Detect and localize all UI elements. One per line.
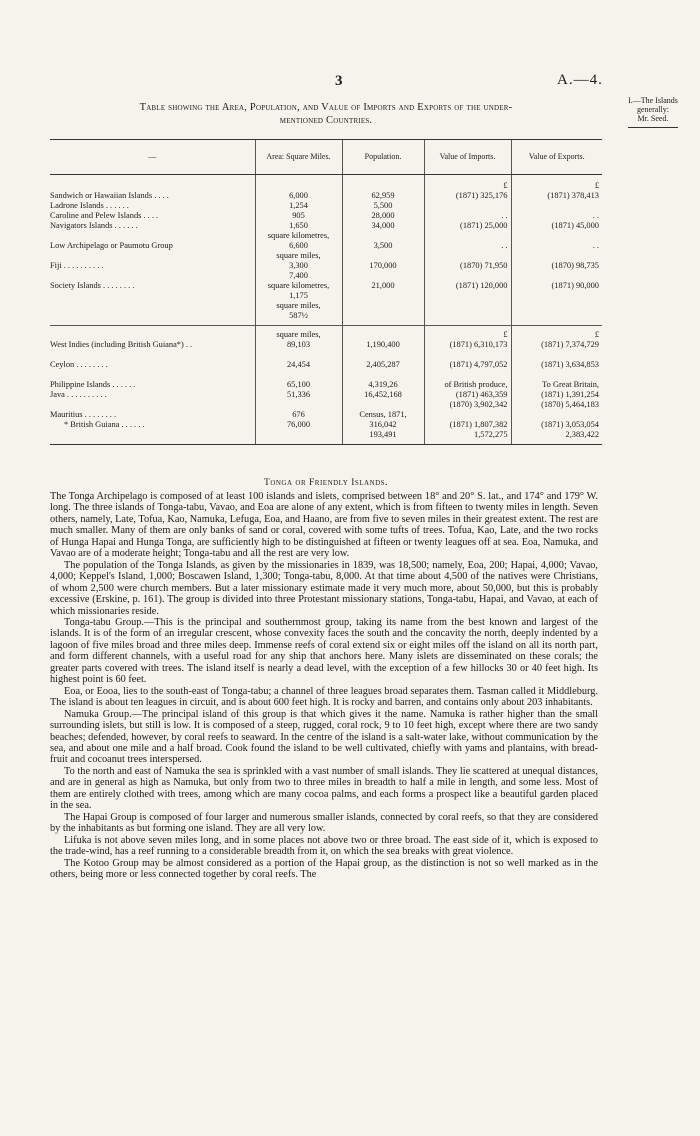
country-name: West Indies (including British Guiana*) . . <box>50 340 193 349</box>
side-note-rule <box>628 127 678 128</box>
country-name: Navigators Islands . . . . . . <box>50 221 138 230</box>
population-value: 62,959 <box>371 191 395 200</box>
country-name: Fiji . . . . . . . . . . <box>50 261 104 270</box>
country-name <box>50 370 252 380</box>
area-value: 1,175 <box>289 291 308 300</box>
population-value: 21,000 <box>371 281 395 290</box>
area-value: 1,254 <box>289 201 308 210</box>
paragraph: The Hapai Group is composed of four larger and numerous smaller islands, connected by coral reefs, so that they are considered by the inhabitants as but forming one island. They are all very low. <box>50 811 598 835</box>
population-value <box>346 231 421 241</box>
country-name <box>50 400 252 410</box>
table-title-line: Table showing the Area, Population, and Value of Imports and Exports of the under- <box>139 102 513 113</box>
page-number: 3 <box>335 73 343 89</box>
area-value: 1,650 <box>289 221 308 230</box>
area-value: 6,600 <box>289 241 308 250</box>
area-value: 76,000 <box>286 420 311 429</box>
population-value <box>346 370 421 380</box>
imports-value: (1871) 4,797,052 <box>449 360 508 369</box>
area-value: 6,000 <box>289 191 308 200</box>
population-cell <box>342 175 424 326</box>
exports-value: (1870) 5,464,183 <box>541 400 599 409</box>
paragraph: The population of the Tonga Islands, as given by the missionaries in 1839, was 18,500; namely, Eoa, 200; Hapai, 4,000; Vavao, 4,000; Keppel's Island, 1,000; Boscawen Island, 1,300; Tonga-tabu, 8,000. At that time about 4,500 of the natives were Christians, of whom 2,500 were church members. But a later missionary estimate made it very much more, about 50,000, but this is probably excessive (Erskine, p. 161). The group is divided into three Protestant missionary stations, Tonga-tabu, Hapai, and Vavao, at each of which missionaries reside. <box>50 559 598 617</box>
population-value <box>346 291 421 301</box>
country-name <box>50 251 252 261</box>
exports-value <box>515 350 600 360</box>
imports-value: . . <box>501 241 508 250</box>
population-value: 34,000 <box>371 221 395 230</box>
column-header: — <box>50 140 255 175</box>
table-title-line: mentioned Countries. <box>279 115 373 126</box>
imports-value: of British produce, <box>444 380 508 389</box>
population-value <box>346 330 421 340</box>
population-value: 2,405,287 <box>366 360 400 369</box>
paragraph: Lifuka is not above seven miles long, and in some places not above two or three broad. The east side of it, which is exposed to the trade-wind, has a reef running to a considerable breadth from it, on which the sea breaks with great violence. <box>50 834 598 858</box>
side-note-line: I.—The Islands <box>628 96 678 105</box>
side-note <box>611 96 695 128</box>
side-note-line: Mr. Seed. <box>637 114 669 123</box>
paragraph: To the north and east of Namuka the sea is sprinkled with a vast number of small islands. They lie scattered at unequal distances, and are in general as high as Namuka, but only from two to three miles in breadth to half a mile in length, and some less. Most of them are entirely clothed with trees, among which are many cocoa palms, and each forms a prospect like a beautiful garden placed in the sea. <box>50 765 598 812</box>
population-value <box>346 271 421 281</box>
population-value <box>346 350 421 360</box>
paragraph: Namuka Group.—The principal island of this group is that which gives it the name. Namuka is rather higher than the small surrounding islets, but still is low. It is composed of a steep, rugged, coral rock, 9 to 10 feet high, except where there are two sandy beaches; defended, however, by coral reefs to seaward. In the centre of the island is a salt-water lake, without communication by the sea, and about one mile and a half broad. Cook found the island to be well cultivated, chiefly with yams and plantains, with bread-fruit and cocoanut trees interspersed. <box>50 708 598 766</box>
area-value: 676 <box>292 410 305 419</box>
exports-value: To Great Britain, <box>542 380 599 389</box>
area-cell <box>255 175 342 326</box>
population-value: 28,000 <box>371 211 395 220</box>
population-cell <box>342 326 424 445</box>
area-value <box>259 370 339 380</box>
table-block-pacific <box>50 175 602 326</box>
column-header: Value of Imports. <box>424 140 511 175</box>
imports-value: (1871) 325,176 <box>455 191 508 200</box>
imports-value: (1870) 71,950 <box>460 261 508 270</box>
country-name: Low Archipelago or Paumotu Group <box>50 241 173 250</box>
country-name: Ceylon . . . . . . . . <box>50 360 108 369</box>
country-name: Java . . . . . . . . . . <box>50 390 107 399</box>
exports-value: (1871) 7,374,729 <box>541 340 599 349</box>
table-header-row <box>50 140 602 175</box>
imports-value <box>428 271 508 281</box>
exports-value: (1870) 98,735 <box>551 261 599 270</box>
paragraph: The Tonga Archipelago is composed of at least 100 islands and islets, comprised between 18° and 20° S. lat., and 174° and 179° W. long. The three islands of Tonga-tabu, Vavao, and Eoa are alone of any extent, which is from fifteen to twenty miles in length. Seven others, namely, Late, Tofua, Kao, Namuka, Lefuga, Eoa, and Haano, are from five to seven miles in their greatest extent. The rest are much smaller. Many of them are only banks of sand or coral, covered with some tufts of trees. Tofua, Kao, Late, and the two rocks of Hunga Hapai and Hunga Tonga, are sufficiently high to be distinguished at fifteen or twenty leagues off at sea. Eoa, Namuka, and Vavao are of a moderate height; Tonga-tabu and all the rest are very low. <box>50 491 598 560</box>
area-value: 3,300 <box>289 261 308 270</box>
imports-value: . . <box>501 211 508 220</box>
table-title <box>50 101 602 127</box>
exports-value <box>515 271 600 281</box>
area-value: square miles, <box>276 301 321 310</box>
section-title: Tonga or Friendly Islands. <box>264 478 388 488</box>
country-names-cell <box>50 326 255 445</box>
imports-value: (1871) 463,359 <box>455 390 508 399</box>
area-value: square miles, <box>276 330 321 339</box>
country-names-cell <box>50 175 255 326</box>
column-header: Value of Exports. <box>511 140 602 175</box>
imports-value <box>428 201 508 211</box>
imports-value: 1,572,275 <box>474 430 508 439</box>
column-header: Population. <box>342 140 424 175</box>
imports-value <box>428 410 508 420</box>
table-block-other <box>50 326 602 445</box>
imports-value: (1871) 1,807,382 <box>449 420 508 429</box>
exports-value: (1871) 3,053,054 <box>541 420 599 429</box>
population-value <box>346 251 421 261</box>
paragraph: The Kotoo Group may be almost considered as a portion of the Hapai group, as the distinction is not so well marked as in the others, being more or less connected together by coral reefs. The <box>50 857 598 880</box>
imports-value <box>428 370 508 380</box>
imports-value: £ <box>503 181 508 190</box>
document-reference: A.—4. <box>557 72 603 88</box>
population-value: 1,190,400 <box>366 340 400 349</box>
exports-value <box>515 251 600 261</box>
imports-value: (1870) 3,902,342 <box>449 400 508 409</box>
population-value: 3,500 <box>373 241 393 250</box>
exports-value: . . <box>592 241 599 250</box>
imports-cell <box>424 326 511 445</box>
exports-value: (1871) 3,634,853 <box>541 360 599 369</box>
imports-value: (1871) 120,000 <box>455 281 508 290</box>
body-text <box>50 491 598 880</box>
area-value: 65,100 <box>286 380 311 389</box>
column-header: Area: Square Miles. <box>255 140 342 175</box>
country-name: Society Islands . . . . . . . . <box>50 281 135 290</box>
exports-value: (1871) 90,000 <box>551 281 599 290</box>
area-value: square miles, <box>276 251 321 260</box>
imports-value <box>428 251 508 261</box>
population-value: 170,000 <box>369 261 397 270</box>
area-value: square kilometres, <box>267 281 330 290</box>
country-name <box>50 291 252 301</box>
country-name: Mauritius . . . . . . . . <box>50 410 117 419</box>
imports-cell <box>424 175 511 326</box>
country-name <box>50 271 252 281</box>
population-value <box>346 400 421 410</box>
exports-value: £ <box>594 181 599 190</box>
country-name: * British Guiana . . . . . . <box>64 420 145 429</box>
population-value: 193,491 <box>369 430 397 439</box>
imports-value: (1871) 6,310,173 <box>449 340 508 349</box>
population-value: 316,042 <box>369 420 397 429</box>
exports-value <box>515 231 600 241</box>
exports-value <box>515 370 600 380</box>
side-note-line: generally: <box>637 105 669 114</box>
area-value: 7,400 <box>289 271 308 280</box>
area-value: 905 <box>292 211 305 220</box>
exports-cell <box>511 175 602 326</box>
statistics-table <box>50 139 602 445</box>
country-name: Caroline and Pelew Islands . . . . <box>50 211 159 220</box>
imports-value <box>428 231 508 241</box>
area-value <box>259 400 339 410</box>
paragraph: Tonga-tabu Group.—This is the principal and southernmost group, taking its name from the best known and largest of the islands. It is of the form of an irregular crescent, whose convexity faces the south and the concavity the north, deeply indented by a lagoon of five miles broad and three miles deep. Immense reefs of coral extend six or eight miles off the island on all its north part, and form different channels, with a useful road for any ship that anchors here. Many islets are disseminated on these corals; the greater parts covered with trees. The island itself is nearly a dead level, with the exception of a few hillocks 30 or 40 feet high. Its highest point is 60 feet. <box>50 616 598 686</box>
area-value: 89,103 <box>286 340 311 349</box>
imports-value: (1871) 25,000 <box>460 221 508 230</box>
exports-value <box>515 410 600 420</box>
exports-value: 2,383,422 <box>565 430 599 439</box>
population-value: 16,452,168 <box>364 390 402 399</box>
population-value: 5,500 <box>373 201 393 210</box>
area-value: square kilometres, <box>267 231 330 240</box>
area-value: 587½ <box>289 311 308 320</box>
exports-value <box>515 201 600 211</box>
exports-value: (1871) 378,413 <box>547 191 599 200</box>
population-value: Census, 1871, <box>359 410 407 419</box>
area-cell <box>255 326 342 445</box>
population-value: 4,319,26 <box>368 380 398 389</box>
area-value: 51,336 <box>286 390 311 399</box>
area-value: 24,454 <box>286 360 311 369</box>
country-name: Philippine Islands . . . . . . <box>50 380 136 389</box>
exports-value: (1871) 1,391,254 <box>541 390 599 399</box>
exports-value: . . <box>592 211 599 220</box>
exports-cell <box>511 326 602 445</box>
country-name <box>50 231 252 241</box>
exports-value: £ <box>594 330 599 339</box>
paragraph: Eoa, or Eooa, lies to the south-east of Tonga-tabu; a channel of three leagues broad separates them. Tasman called it Middleburg. The island is about ten leagues in circuit, and is about 600 feet high. It is rocky and barren, and contains only about 203 inhabitants. <box>50 685 598 709</box>
exports-value: (1871) 45,000 <box>551 221 599 230</box>
imports-value: £ <box>503 330 508 339</box>
country-name: Sandwich or Hawaiian Islands . . . . <box>50 191 169 200</box>
imports-value <box>428 350 508 360</box>
country-name <box>50 301 252 311</box>
area-value <box>259 350 339 360</box>
country-name <box>50 350 252 360</box>
country-name: Ladrone Islands . . . . . . <box>50 201 129 210</box>
